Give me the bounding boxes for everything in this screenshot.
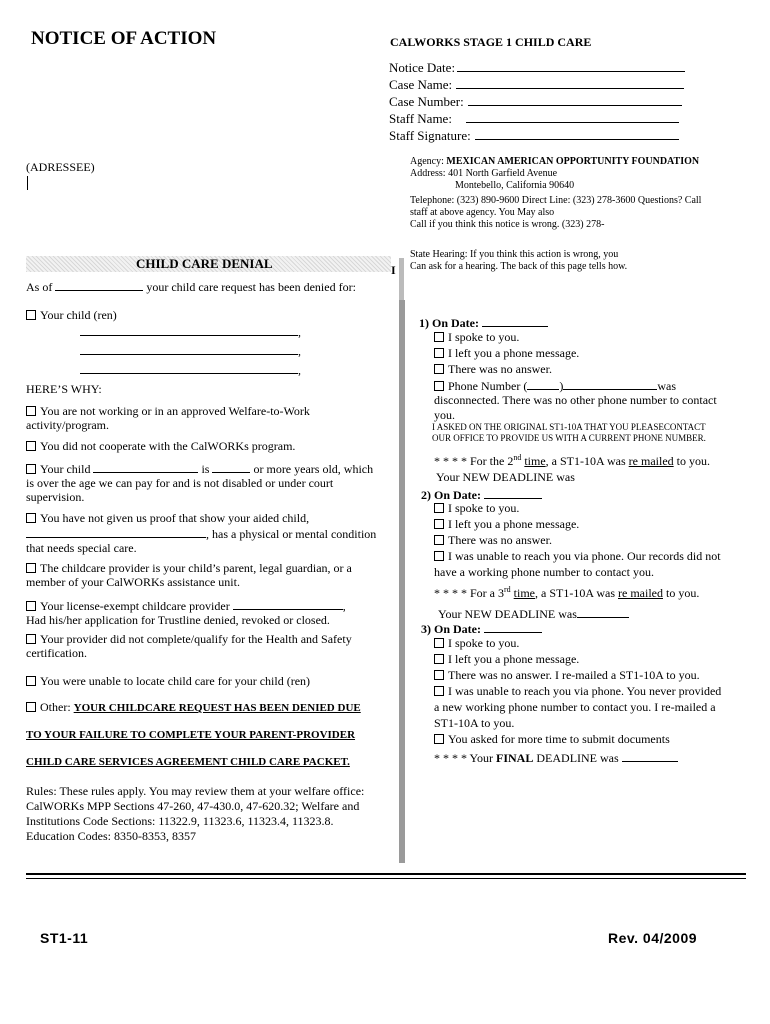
attempt-3-date: 3) On Date: bbox=[421, 620, 542, 636]
checkbox[interactable] bbox=[26, 676, 36, 686]
more-time-option[interactable]: You asked for more time to submit documents bbox=[434, 731, 764, 747]
unable-reach-option-2[interactable]: I was unable to reach you via phone. Our records did not bbox=[434, 548, 764, 564]
spoke-option-1[interactable]: I spoke to you. bbox=[434, 329, 754, 345]
reason-parent-provider[interactable]: The childcare provider is your child’s parent, legal guardian, or a member of your CalWORKs assistance unit. bbox=[26, 561, 352, 589]
revision-date: Rev. 04/2009 bbox=[608, 930, 698, 946]
checkbox[interactable] bbox=[26, 513, 36, 523]
new-deadline-1: Your NEW DEADLINE was bbox=[436, 470, 575, 484]
state-hearing: State Hearing: If you think this action is wrong, you Can ask for a hearing. The back of this page tells how. bbox=[410, 249, 628, 272]
checkbox[interactable] bbox=[26, 702, 36, 712]
vertical-divider bbox=[399, 300, 405, 863]
attempt-3-options: I spoke to you. I left you a phone message. There was no answer. I re-mailed a ST1-10A to you. I was unable to reach you via phone. You never provided a new working phone number to contact you. I re-mailed a ST1-10A to you. You asked for more time to submit documents bbox=[434, 635, 764, 747]
third-mailing: * * * * For a 3rd time, a ST1-10A was re mailed to you. bbox=[434, 585, 700, 600]
reason-cooperate[interactable]: You did not cooperate with the CalWORKs program. bbox=[26, 439, 295, 453]
heres-why: HERE’S WHY: bbox=[26, 382, 102, 396]
attempt-2-date: 2) On Date: bbox=[421, 486, 542, 502]
no-answer-remail-option[interactable]: There was no answer. I re-mailed a ST1-10A to you. bbox=[434, 667, 764, 683]
attempt-1-options bbox=[434, 329, 754, 394]
header-fields bbox=[389, 59, 685, 144]
footer-rule-top bbox=[26, 873, 746, 875]
case-name-field[interactable]: Case Name: bbox=[389, 76, 685, 93]
page-title: NOTICE OF ACTION bbox=[31, 28, 217, 49]
other-line-3: CHILD CARE SERVICES AGREEMENT CHILD CARE PACKET. bbox=[26, 756, 350, 768]
checkbox[interactable] bbox=[26, 634, 36, 644]
program-title: CALWORKS STAGE 1 CHILD CARE bbox=[390, 35, 592, 49]
cursor-mark bbox=[27, 176, 28, 190]
rules-block: Rules: These rules apply. You may review them at your welfare office: CalWORKs MPP Sections 47-260, 47-430.0, 47-620.32; Welfare and Institutions Code Sections: 11322.9, 11323.6, 11323.4, 11323.8. Education Codes: 8350-8353, 8357 bbox=[26, 784, 365, 843]
phone-disconnected-option[interactable]: Phone Number ( ) was bbox=[434, 377, 754, 394]
agency-block: Agency: MEXICAN AMERICAN OPPORTUNITY FOUNDATION Address: 401 North Garfield Avenue Montebello, California 90640 Telephone: (323) 890-9600 Direct Line: (323) 278-3600 Questions? Call staff at above agency. You May also Call if you think this notice is wrong. (323) 278- bbox=[410, 156, 702, 230]
left-message-option-2[interactable]: I left you a phone message. bbox=[434, 516, 764, 532]
denial-heading: CHILD CARE DENIAL bbox=[136, 256, 273, 271]
staff-name-field[interactable]: Staff Name: bbox=[389, 110, 685, 127]
other-line-2: TO YOUR FAILURE TO COMPLETE YOUR PARENT-PROVIDER bbox=[26, 729, 356, 741]
left-message-option-3[interactable]: I left you a phone message. bbox=[434, 651, 764, 667]
unable-reach-option-3[interactable]: I was unable to reach you via phone. You never provided bbox=[434, 683, 764, 699]
no-answer-option-1[interactable]: There was no answer. bbox=[434, 361, 754, 377]
children-option[interactable]: Your child (ren) bbox=[26, 308, 117, 322]
attempt-2-options: I spoke to you. I left you a phone message. There was no answer. I was unable to reach you via phone. Our records did not have a working phone number to contact you. bbox=[434, 500, 764, 580]
reason-health-safety[interactable]: Your provider did not complete/qualify for the Health and Safety certification. bbox=[26, 632, 352, 660]
reason-proof[interactable]: You have not given us proof that show your aided child, , has a physical or mental condition that needs special care. bbox=[26, 511, 377, 555]
child-names: , , , bbox=[80, 323, 301, 377]
case-number-field[interactable]: Case Number: bbox=[389, 93, 685, 110]
addressee-label: (ADRESSEE) bbox=[26, 160, 95, 174]
left-message-option-1[interactable]: I left you a phone message. bbox=[434, 345, 754, 361]
footer-rule-bottom bbox=[26, 878, 746, 879]
reason-work[interactable]: You are not working or in an approved Welfare-to-Work activity/program. bbox=[26, 404, 310, 432]
asked-note: I ASKED ON THE ORIGINAL ST1-10A THAT YOU PLEASECONTACT OUR OFFICE TO PROVIDE US WITH A CURRENT PHONE NUMBER. bbox=[432, 422, 706, 443]
agency-name: MEXICAN AMERICAN OPPORTUNITY FOUNDATION bbox=[446, 156, 700, 167]
attempt-1-date: 1) On Date: bbox=[419, 314, 548, 330]
marker: I bbox=[391, 263, 396, 277]
checkbox[interactable] bbox=[26, 563, 36, 573]
spoke-option-2[interactable]: I spoke to you. bbox=[434, 500, 764, 516]
checkbox[interactable] bbox=[26, 310, 36, 320]
checkbox[interactable] bbox=[26, 406, 36, 416]
form-id: ST1-11 bbox=[40, 930, 89, 946]
as-of-line: As of your child care request has been denied for: bbox=[26, 280, 356, 294]
new-deadline-2: Your NEW DEADLINE was bbox=[438, 605, 629, 621]
second-mailing: * * * * For the 2nd time, a ST1-10A was re mailed to you. bbox=[434, 453, 710, 468]
staff-signature-field[interactable]: Staff Signature: bbox=[389, 127, 685, 144]
reason-age[interactable]: Your child is or more years old, which is over the age we can pay for and is not disabled or under court supervision. bbox=[26, 462, 374, 504]
reason-other[interactable]: Other: YOUR CHILDCARE REQUEST HAS BEEN DENIED DUE bbox=[26, 700, 361, 715]
no-answer-option-2[interactable]: There was no answer. bbox=[434, 532, 764, 548]
checkbox[interactable] bbox=[26, 464, 36, 474]
reason-trustline[interactable]: Your license-exempt childcare provider , Had his/her application for Trustline denied, revoked or closed. bbox=[26, 599, 346, 627]
checkbox[interactable] bbox=[26, 441, 36, 451]
spoke-option-3[interactable]: I spoke to you. bbox=[434, 635, 764, 651]
disconnected-text: disconnected. There was no other phone number to contact you. bbox=[434, 393, 717, 422]
divider-upper bbox=[399, 258, 404, 304]
final-deadline: * * * * Your FINAL DEADLINE was bbox=[434, 749, 678, 765]
reason-locate[interactable]: You were unable to locate child care for your child (ren) bbox=[26, 674, 310, 688]
notice-date-field[interactable]: Notice Date: bbox=[389, 59, 685, 76]
checkbox[interactable] bbox=[26, 601, 36, 611]
